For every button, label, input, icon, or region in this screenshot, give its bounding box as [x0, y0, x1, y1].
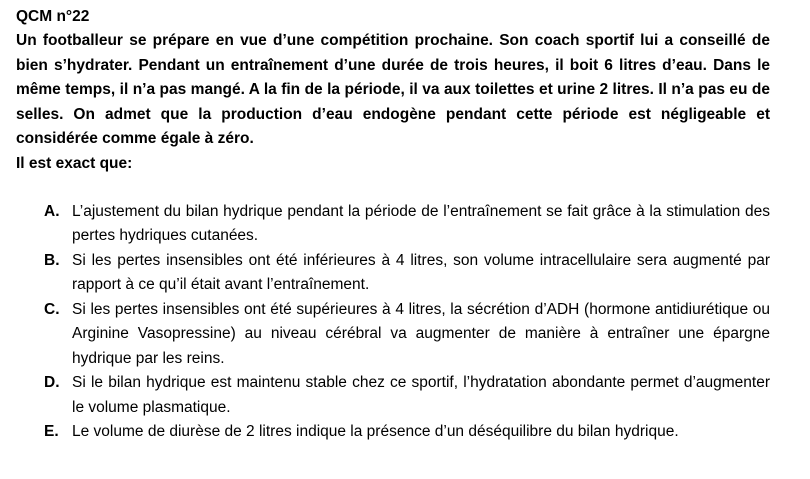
question-prompt: Il est exact que:	[16, 154, 133, 172]
option-letter: D.	[44, 374, 60, 391]
option-text: Le volume de diurèse de 2 litres indique la présence d’un déséquilibre du bilan hydrique.	[72, 423, 679, 440]
answer-option-e[interactable]	[44, 420, 770, 445]
option-letter: A.	[44, 202, 60, 220]
option-text: L’ajustement du bilan hydrique pendant la période de l’entraînement se fait grâce à la stimulation des pertes hydriques cutanées.	[72, 202, 770, 244]
question-title: QCM n°22	[16, 8, 90, 25]
question-stem: Un footballeur se prépare en vue d’une compétition prochaine. Son coach sportif lui a conseillé de bien s’hydrater. Pendant un entraînement d’une durée de trois heures, il boit 6 litres d’eau. Dans le même temps, il n’a pas mangé. A la fin de la période, il va aux toilettes et urine 2 litres. Il n’a pas eu de selles. On admet que la production d’eau endogène pendant cette période est négligeable et considérée comme égale à zéro.	[16, 32, 770, 147]
option-letter: C.	[44, 300, 60, 318]
answer-option-c[interactable]	[44, 298, 770, 372]
option-text: Si le bilan hydrique est maintenu stable chez ce sportif, l’hydratation abondante permet d’augmenter le volume plasmatique.	[72, 374, 770, 416]
option-letter: E.	[44, 423, 59, 440]
option-text: Si les pertes insensibles ont été supérieures à 4 litres, la sécrétion d’ADH (hormone antidiurétique ou Arginine Vasopressine) au niveau cérébral va augmenter de manière à entraîner une épargne hydrique par les reins.	[72, 300, 770, 367]
answer-option-a[interactable]	[44, 200, 770, 249]
answer-option-b[interactable]	[44, 249, 770, 298]
answer-option-d[interactable]	[44, 371, 770, 420]
answer-options-list	[16, 200, 770, 445]
option-text: Si les pertes insensibles ont été inférieures à 4 litres, son volume intracellulaire sera augmenté par rapport à ce qu’il était avant l’entraînement.	[72, 251, 770, 293]
option-letter: B.	[44, 251, 60, 269]
